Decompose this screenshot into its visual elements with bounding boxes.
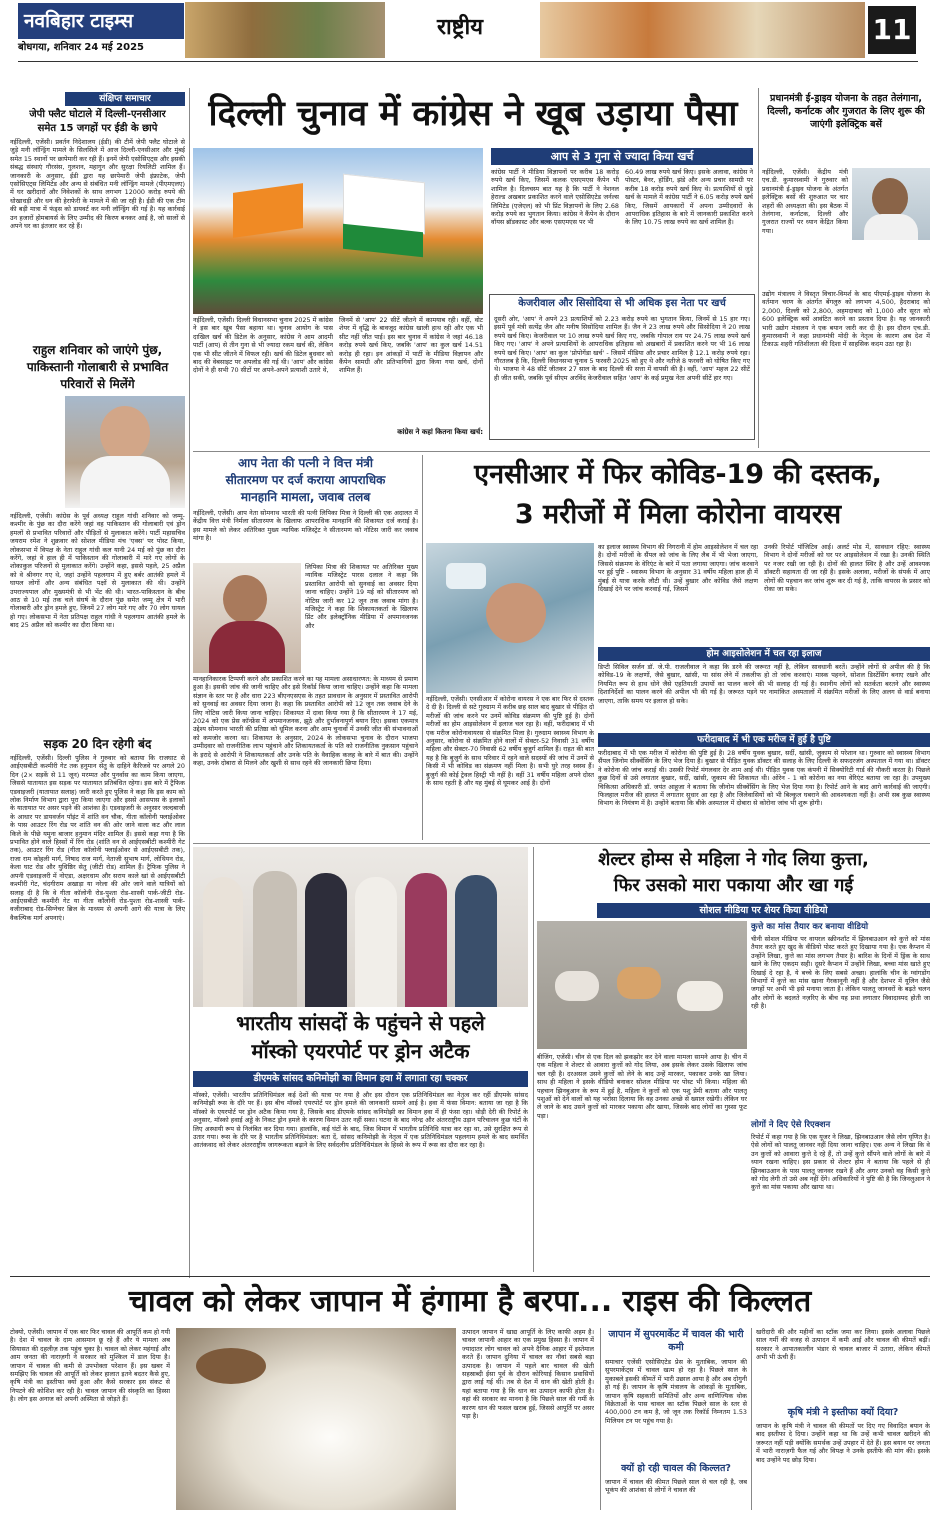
covid-main-text: नईदिल्ली, एजेंसी। एनसीआर में कोरोना वायरस ने एक बार फिर से दस्तक दे दी है। दिल्ली से सटे गुरुग्राम में करीब छह साल बाद बुखार से पीड़ित दो मरीजों की जांच करने पर उनमें कोविड संक्रमण की पुष्टि हुई है। दोनों मरीजों का होम आइसोलेशन में इलाज चल रहा है। वहीं, फरीदाबाद में भी एक मरीज कोरोनावायरस से संक्रमित मिला है। गुरुग्राम स्वास्थ्य विभाग के अनुसार, कोरोना से संक्रमित होने वालों में सेक्टर-52 निवासी 31 वर्षीय महिला और सेक्टर-70 निवासी 62 वर्षीय बुजुर्ग शामिल हैं। राहत की बात यह है कि बुजुर्ग के साथ परिवार में रहने वाले सदस्यों की जांच में उनमें से किसी में भी कोविड का संक्रमण नहीं मिला है। सभी घुरे तरह स्वस्थ हैं। बुजुर्ग की कोई ट्रेवल हिस्ट्री भी नहीं है। वहीं 31 वर्षीय महिला अपने दोस्त के साथ रहती है और यह मुंबई से घूमकर आई है। दोनों bbox=[426, 695, 594, 788]
dog-text-1: चीनी सोशल मीडिया पर वायरल स्क्रीनशॉट में झिनबाउआन को कुत्ते को मांस तैयार करते हुए खुद के वीडियो पोस्ट करते हुए दिखाया गया है। एक कैप्शन में उन्होंने लिखा, कुत्ते का मांस लगभग तैयार है। बारिश के दिनों में ड्रिंक के साथ खाने के लिए एकदम सही। दूसरे कैप्शन में उन्होंने लिखा, बच्चा मांस खाते हुए दिखाई दे रहा है, ये बच्चे के लिए सबसे अच्छा। हालांकि चीन के ग्वांगडोंग विभागों में कुत्ते का मांस खाना गैरकानूनी नहीं है और देशभर में यूलिन जैसे जगहों पर अभी भी इसे मनाया जाता है। लेकिन पालतू जानवरों के बढ़ते चलन और लोगों के बदलते नज़रिए के बीच यह प्रथा लगातार विवादास्पद होती जा रही है। bbox=[751, 935, 930, 1011]
brief-story-1: नईदिल्ली, एजेंसी। प्रवर्तन निदेशालय (ईडी) की टीमें जेपी फ्लैट घोटाले से जुड़े मनी लॉन्ड्रिंग मामले के सिलसिले में आज दिल्ली-एनसीआर और मुंबई समेत 15 स्थानों पर छापेमारी कर रही हैं। इनमें जेपी एसोसिएट्स और इसकी संबद्ध संस्थाएं गौरसंस, गुलशन, महागुन और सुरक्षा रियलिटी शामिल हैं। जानकारी के अनुसार, ईडी द्वारा यह छापेमारी जेपी इंफ्राटेक, जेपी एसोसिएट्स लिमिटेड और अन्य से संबंधित मनी लॉन्ड्रिंग मामले (पीएमएलए) में घर खरीदारों और निवेशकों के साथ लगभग 12000 करोड़ रुपये की धोखाधड़ी और धन की हेराफेरी के मामले में की जा रही है। ईडी की एक टीम की बड़ी मात्रा में फंड्स को डायवर्ट कर मनी लॉन्ड्रिंग की गई है। यह कार्रवाई उन हजारों होमबायर्स के लिए उम्मीद की किरण बनकर आई है, जो सालों से अपने घर का इंतजार कर रहे हैं। bbox=[10, 138, 185, 231]
brief-headline-1a: जेपी फ्लैट घोटाले में दिल्ली-एनसीआर bbox=[29, 109, 166, 120]
defam-text-2: लिपिका मित्रा की शिकायत पर अतिरिक्त मुख्य न्यायिक मजिस्ट्रेट पारस दलाल ने कहा कि प्रस्तावित आरोपी को सुनवाई का अवसर दिया जाना चाहिए। उन्होंने 19 मई को सीतारमण को नोटिस जारी कर 12 जून तक जवाब मांगा है। मजिस्ट्रेट ने कहा कि शिकायतकर्ता के खिलाफ प्रिंट और इलेक्ट्रॉनिक मीडिया में अपमानजनक और bbox=[305, 563, 418, 630]
top-box-text: दूसरी ओर, 'आप' ने अपने 23 प्रत्याशियों को 2.23 करोड़ रुपये का भुगतान किया, जिनमें से 15 हार गए। इसमें पूर्व मंत्री सत्येंद्र जैन और मनीष सिसोदिया शामिल हैं। जैन ने 23 लाख रुपये और सिसोदिया ने 20 लाख रुपये खर्च किए। केजरीवाल पर 10 लाख रुपये खर्च किए गए, जबकि गोपाल राय पर 24.75 लाख रुपये खर्च किए गए। 'आप' ने अपने प्रत्याशियों के आपराधिक इतिहास को अखबारों में प्रकाशित करने पर भी 16 लाख रुपये खर्च किए। 'आप' का कुल 'प्रोपोगेंडा खर्च' - जिसमें मीडिया और प्रचार शामिल है 12.1 करोड़ रुपये रहा। गौरतलब है कि, दिल्ली विधानसभा चुनाव 5 फरवरी 2025 को हुए थे और नतीजे 8 फरवरी को घोषित किए गए थे। भाजपा ने 48 सीटें जीतकर 27 साल के बाद दिल्ली की सत्ता में वापसी की है। वहीं, 'आप' महज 22 सीटें ही जीत सकी, जबकि पूर्व सीएम अरविंद केजरीवाल सहित 'आप' के कई प्रमुख नेता अपनी सीटें हार गए। bbox=[494, 315, 750, 382]
masthead bbox=[0, 0, 945, 62]
dog-story bbox=[537, 847, 930, 1272]
ebus-text-2: उद्योग मंत्रालय ने विस्तृत विचार-विमर्श के बाद पीएमई-ड्राइव योजना के वर्तमान चरण के अंतर्गत बेंगलुरु को लगभग 4,500, हैदराबाद को 2,000, दिल्ली को 2,800, अहमदाबाद को 1,000 और सूरत को 600 इलेक्ट्रिक बसें आवंटित करने का प्रस्ताव दिया है। यह जानकारी भारी उद्योग मंत्रालय ने एक बयान जारी कर दी है। इस दौरान एच.डी. कुमारस्वामी ने कहा प्रधानमंत्री मोदी के नेतृत्व के कारण अब देश में टिकाऊ शहरी गतिशीलता की दिशा में साहसिक कदम उठा रहा है। bbox=[762, 290, 930, 349]
drone-headline-1: भारतीय सांसदों के पहुंचने से पहले bbox=[236, 1011, 485, 1035]
dateline: बोधगया, शनिवार 24 मई 2025 bbox=[18, 42, 145, 53]
covid-col-1: का इलाज स्वास्थ्य विभाग की निगरानी में होम आइसोलेशन में चल रहा है। दोनों मरीजों के सैंपल को जांच के लिए लैब में भी भेजा जाएगा, जिससे संक्रमण के वेरिएंट के बारे में पता लगाया जाएगा। जांच करवाने पर हुई पुष्टि - स्वास्थ्य विभाग के अनुसार 31 वर्षीय महिला हाल ही में मुंबई से यात्रा करके लौटी थी। उन्हें बुखार और कोविड जैसे लक्षण दिखाई देने पर जांच करवाई गई, जिसमें bbox=[598, 543, 758, 594]
top-box bbox=[489, 294, 755, 440]
section-title: राष्ट्रीय bbox=[436, 15, 483, 40]
dog-headline-1: शेल्टर होम्स से महिला ने गोद लिया कुत्ता, bbox=[598, 849, 869, 870]
drone-story bbox=[193, 847, 528, 1267]
dogs-photo bbox=[537, 921, 747, 1049]
rice-box2-text: जापान में चावल की कीमत पिछले साल से चल रही है, जब भूकंप की आशंका से लोगों ने चावल की bbox=[605, 1478, 747, 1495]
rice-col-4: खरीदारी की और महीनों का स्टॉक जमा कर लिया। इसके अलावा पिछले साल गर्मी की वजह से उत्पादन में कमी आई और चावल की कीमतें बढ़ीं। सरकार ने आपातकालीन भंडार से चावल बाजार में उतारा, लेकिन कीमतें अभी भी ऊंची हैं। bbox=[756, 1328, 930, 1362]
brief-headline-2b: पाकिस्तानी गोलाबारी से प्रभावित bbox=[26, 360, 169, 374]
top-col-a: नईदिल्ली, एजेंसी। दिल्ली विधानसभा चुनाव 2025 में कांग्रेस ने इस बार खूब पैसा बहाया था। चुनाव आयोग के पास दाखिल खर्च की डिटेल के अनुसार, कांग्रेस ने आम आदमी पार्टी (आप) से तीन गुना से भी ज्यादा रकम खर्च की, लेकिन एक भी सीट जीतने में विफल रही। खर्च की डिटेल बुधवार को बाद की वेबसाइट पर अपलोड की गई थी। 'आप' और कांग्रेस दोनों ने ही सभी 70 सीटों पर अपने-अपने प्रत्याशी उतारे थे, bbox=[193, 316, 333, 375]
rice-box1-title: जापान में सुपरमार्केट में चावल की भारी कमी bbox=[608, 1329, 744, 1353]
sitharaman-photo bbox=[193, 563, 301, 673]
covid-story bbox=[426, 455, 930, 840]
defam-text-1: नईदिल्ली, एजेंसी। आप नेता सोमनाथ भारती की पत्नी लिपिका मित्रा ने दिल्ली की एक अदालत में केंद्रीय वित्त मंत्री निर्मला सीतारमण के खिलाफ आपराधिक मानहानि की शिकायत दर्ज कराई है। इस मामले को लेकर अतिरिक्त मुख्य न्यायिक मजिस्ट्रेट ने सीतारमण को नोटिस जारी कर जवाब मांगा है। bbox=[193, 509, 418, 543]
rice-col-2: उत्पादन जापान में खाद्य आपूर्ति के लिए काफी अहम है। चावल जापानी आहार का एक प्रमुख हिस्सा है। जापान में ज्यादातर लोग चावल को अपने दैनिक आहार में इस्तेमाल करते हैं। जापान दुनिया में चावल का नौवां सबसे बड़ा उत्पादक है। जापान में पहले बार चावल की खेती सहस्राब्दी ईसा पूर्व के दौरान कोरियाई किसान प्रवासियों द्वारा लाई गई थी। तब से देश में धान की खेती होती है। यहां बताया गया है कि धान का उत्पादन काफी होता है। वहां की सरकार का मानना है कि पिछले साल की गर्मी के कारण धान की फसल खराब हुई, जिससे आपूर्ति पर असर पड़ा है। bbox=[462, 1328, 594, 1421]
covid-col-2: उनकी रिपोर्ट पॉजिटिव आई। अलर्ट मोड में, सावधान रहिए: स्वास्थ्य विभाग ने दोनों मरीजों को घर पर आइसोलेशन में रखा है। उनकी स्थिति पर नजर रखी जा रही है। दोनों की हालत स्थिर है और उन्हें आवश्यक डॉक्टरी सहायता दी जा रही है। इसके अलावा, मरीजों के संपर्क में आए लोगों की पहचान कर जांच शुरू कर दी गई है, ताकि वायरस के प्रसार को रोका जा सके। bbox=[764, 543, 930, 594]
brief-headline-1b: समेत 15 जगहों पर ईडी के छापे bbox=[37, 123, 158, 134]
dog-main-text: बीजिंग, एजेंसी। चीन से एक दिल को झकझोर कर देने वाला मामला सामने आया है। चीन में एक महिला ने शेल्टर से आवारा कुत्तों को गोद लिया, अब इसके लेकर उसके खिलाफ जांच चल रही है। दरअसल उसने कुत्तों को लेने के बाद उन्हें मारकर, पकाकर उनके खा लिया। साथ ही महिला ने इसके वीडियो बनाकर सोशल मीडिया पर पोस्ट भी किया। महिला की पहचान झिनबुआन के रूप में हुई है, महिला ने कुत्तों को एक पशु प्रेमी बताया और पालतू पशुओं को देने वालों को यह भरोसा दिलाया कि वह उनका अच्छे से ख्याल रखेगी। लेकिन घर ले जाने के बाद उसने कुत्तों को मारकर पकाया और खाया, जिसके बाद लोगों का गुस्सा फूट पड़ा। bbox=[537, 1053, 747, 1120]
brief-headline-2c: परिवारों से मिलेंगे bbox=[60, 377, 135, 391]
covid-headline-2: 3 मरीजों में मिला कोरोना वायरस bbox=[514, 499, 842, 530]
paper-name: नवबिहार टाइम्स bbox=[18, 3, 184, 39]
ebus-story bbox=[762, 92, 930, 448]
covid-band-1: होम आइसोलेशन में चल रहा इलाज bbox=[598, 647, 930, 661]
mps-photo bbox=[193, 847, 528, 1007]
drone-headline-2: मॉस्को एयरपोर्ट पर ड्रोन अटैक bbox=[251, 1039, 470, 1063]
top-story bbox=[193, 88, 753, 448]
top-col-c: कांग्रेस पार्टी ने मीडिया विज्ञापनों पर करीब 18 करोड़ रुपये खर्च किए, जिसमें कलक एसएमएस कैंपेन भी शामिल है। दिलचस्प बात यह है कि पार्टी ने नेशनल हेराल्ड अखबार प्रकाशित करने वाले एसोसिएटेड जर्नल्स लिमिटेड (एजेएल) को भी प्रिंट विज्ञापनों के लिए 2.68 करोड़ रुपये का भुगतान किया। कांग्रेस ने कैंपेन के दौरान वॉयस ब्रॉडकास्ट और बल्क एसएमएस पर भी bbox=[491, 168, 619, 227]
dog-text-2: रिपोर्ट में कहा गया है कि एक यूजर ने लिखा, झिनबाउआन जैसे लोग घृणित है। ऐसे लोगों को पालतू जानवर नहीं दिया जाना चाहिए। एक अन्य ने लिखा कि वे उन कुत्तों को आवारा कुत्ते दे रहे हैं, तो उन्हें कुत्ते सौंपने वाले लोगों के बारे में ध्यान रखना चाहिए। इस प्रकार से शेल्टर होम ने बताया कि पहले से ही झिनबाउआन के पास पालतू जानवर रखने हैं और अगर उनको वह किसी कुत्ते को गोद लेगी तो उसे अब नहीं देंगे। अधिकारियों ने पुष्टि की है कि जिनलुआन ने कुत्ते का मांस पकाया और खाया था। bbox=[751, 1133, 930, 1192]
top-box-title: केजरीवाल और सिसोदिया से भी अधिक इस नेता पर खर्च bbox=[518, 298, 726, 309]
ebus-headline: प्रधानमंत्री ई-ड्राइव योजना के तहत तेलंगाना, दिल्ली, कर्नाटक और गुजरात के लिए शुरू की जाएंगी इलेक्ट्रिक बसें bbox=[767, 93, 925, 130]
dog-band: सोशल मीडिया पर शेयर किया वीडियो bbox=[597, 903, 930, 918]
rice-box2-title: क्यों हो रही चावल की किल्लत? bbox=[621, 1463, 731, 1474]
drone-text: मॉस्को, एजेंसी। भारतीय प्रतिनिधिमंडल कई देशों की यात्रा पर गया है और इस दौरान एक प्रतिनिधिमंडल का नेतृत्व कर रहीं डीएमके सांसद कनिमोझी रूस के दौरे पर हैं। इस बीच मॉस्को एयरपोर्ट पर ड्रोन हमले की जानकारी सामने आई है। हवा में फंसा विमान: बताया जा रहा है कि मॉस्को के एयरपोर्ट पर ड्रोन अटैक किया गया है, जिसके बाद डीएमके सांसद कनिमोझी का विमान हवा में ही फंसा रहा। थोड़ी देरी की रिपोर्ट के अनुसार, मॉस्को हवाई अड्डे के निकट ड्रोन हमले के कारण विमान उतर नहीं सका। घटना के बाद नरेन्द्र और अंतरराष्ट्रीय उड़ान परिचालन कुछ घंटों के लिए अस्थायी रूप से निलंबित कर दिया गया। हालांकि, कई घंटों के बाद, जिस विमान में भारतीय प्रतिनिधि यात्रा कर रहा था, उसे सुरक्षित रूप से उतार गया। रूस के दौरे पर है भारतीय प्रतिनिधिमंडल: बता दें, सांसद कनिमोझी के नेतृत्व में एक प्रतिनिधिमंडल पहलगाम हमले के बाद समर्थित आतंकवाद को लेकर अंतरराष्ट्रीय जागरूकता बढ़ाने के लिए सर्वदलीय प्रतिनिधिमंडल के हिस्से के रूप में रूस का दौरा कर रहा है। bbox=[193, 1091, 528, 1150]
covid-test-photo bbox=[426, 543, 594, 693]
dog-headline-2: फिर उसको मारा पकाया और खा गई bbox=[613, 875, 854, 896]
ebus-text-1: नईदिल्ली, एजेंसी। केंद्रीय मंत्री एच.डी. कुमारस्वामी ने गुरुवार को प्रधानमंत्री ई-ड्राइव योजना के अंतर्गत इलेक्ट्रिक बसों की शुरुआत पर चार शहरों की अध्यक्षता की। इस बैठक में तेलंगाना, कर्नाटक, दिल्ली और गुजरात राज्यों पर ध्यान केंद्रित किया गया। bbox=[762, 168, 848, 235]
defam-text-3: मानहानिकारक टिप्पणी करने और प्रकाशित करने का यह मामला असाधारणत: के माध्यम से प्रमाण हुआ है। इसकी जांच की जानी चाहिए और इसे रिकॉर्ड किया जाना चाहिए। उन्होंने कहा कि मामला संज्ञान के स्तर पर है और धारा 223 बीएनएसएस के तहत प्रावधान के अनुसार में प्रस्तावित आरोपी को सुनवाई का अवसर दिया जाना है। कहा कि प्रस्तावित आरोपी को 12 जून तक जवाब देने के लिए नोटिस जारी किया जाना चाहिए। शिकायत में दावा किया गया है कि सीतारमण ने 17 मई, 2024 को एक प्रेस कॉन्फ्रेंस में अपमानजनक, झूठे और दुर्भावनापूर्ण बयान दिए। इसका एकमात्र उद्देश्य सोमनाथ भारती की प्रतिष्ठा को धूमिल करना और आम चुनावों में उनकी जीत की संभावनाओं को कमजोर करना था। शिकायत के अनुसार, 2024 के लोकसभा चुनाव के दौरान भाजपा उम्मीदवार को राजनीतिक लाभ पहुंचाने और शिकायतकर्ता के पति को राजनीतिक नुकसान पहुंचाने के इरादे से आरोपी ने शिकायतकर्ता और उनके पति के वैवाहिक कलह के बारे में बात की। उन्होंने कहा, उनके दोबारा से मिलने और खुशी से साथ रहने की जानकारी छिपा दिया। bbox=[193, 675, 418, 768]
rice-col-1: टोक्यो, एजेंसी। जापान में एक बार फिर चावल की आपूर्ति कम हो गयी है। देश में चावल के दाम आसमान छू रहे हैं और ये मामला अब सियासत की दहलीज़ तक पहुंच चुका है। चावल को लेकर महंगाई और आम जनता की नाराज़गी ने सरकार को मुश्किल में डाल दिया है। जापान में चावल की कमी से उपभोक्ता परेशान हैं। इस खबर में समझिए कि चावल की आपूर्ति को लेकर हालात इतने बदतर कैसे हुए, कृषि मंत्री का इस्तीफा क्यों हुआ और कैसे सरकार इस संकट से निपटने की कोशिश कर रही है। चावल जापान की संस्कृति का हिस्सा है। लोग इस अनाज को अपनी अस्मिता से जोड़ते हैं। bbox=[10, 1328, 170, 1404]
rice-col-4-text: जापान के कृषि मंत्री ने चावल की कीमतों पर दिए गए विवादित बयान के बाद इस्तीफा दे दिया। उन्होंने कहा था कि उन्हें कभी चावल खरीदने की जरूरत नहीं पड़ी क्योंकि समर्थक उन्हें उपहार में देते हैं। इस बयान पर जनता में भारी नाराज़गी फैल गई और विपक्ष ने उनके इस्तीफे की मांग की। इसके बाद उन्होंने पद छोड़ दिया। bbox=[756, 1422, 930, 1464]
top-col-b-sub: कांग्रेस ने कहां कितना किया खर्च: bbox=[397, 428, 483, 436]
covid-faridabad-text: फरीदाबाद में भी एक मरीज में कोरोना की पुष्टि हुई है। 28 वर्षीय युवक बुखार, सर्दी, खांसी, जुकाम से परेशान था। गुरुवार को स्वास्थ्य विभाग सैंपल जिनोम सीक्वेंसिंग के लिए भेज दिया है। बुखार से पीड़ित युवक डॉक्टर की सलाह के लिए दिल्ली के सफदरजंग अस्पताल में गया था। डॉक्टर ने कोरोना की जांच कराई थी। उसकी रिपोर्ट मंगलवार देर शाम आई थी। पीड़ित युवक एक कंपनी में सिक्योरिटी गार्ड की नौकरी करता है। पिछले कुछ दिनों से उसे लगातार बुखार, सर्दी, खांसी, जुकाम की शिकायत थी। ओरेन - 1 को कोरोना का नया वेरिएंट बताया जा रहा है। उपमुख्य चिकित्सा अधिकारी डॉ. जयंत आहूजा ने बताया कि जीनोम सीक्वेंसिंग के लिए भेज दिया गया है। रिपोर्ट आने के बाद आगे कार्रवाई की जाएगी। फिलहाल मरीज की हालत में लगातार सुधार आ रहा है और जिलेवासियों को भी बिल्कुल घबराने की आवश्यकता नहीं है। अभी सब कुछ स्वास्थ्य विभाग के नियंत्रण में है। उन्होंने बताया कि बीके अस्पताल में दोबारा से कोरोना जांच भी शुरू होगी। bbox=[598, 749, 930, 808]
rice-story bbox=[10, 1280, 930, 1512]
rice-box1-text: समाचार एजेंसी एसोसिएटेड प्रेस के मुताबिक, जापान की सुपरमार्केट्स में चावल खत्म हो रहा है। पिछले साल के मुकाबले इसकी कीमतें में भारी उछाल आया है और अब दोगुनी हो गई हैं। जापान के कृषि मंत्रालय के आंकड़ों के मुताबिक, जापान कृषि सहकारी समितियों और अन्य वाणिज्यिक थोक विक्रेताओं के पास चावल का स्टॉक पिछले साल के स्तर से 400,000 टन कम है, जो जून तक रिकॉर्ड निम्नतम 1.53 मिलियन टन पर पहुंच गया है। bbox=[605, 1358, 747, 1425]
rice-box bbox=[600, 1328, 752, 1510]
masthead-decoration-right bbox=[540, 2, 865, 58]
rice-sub: कृषि मंत्री ने इस्तीफा क्यों दिया? bbox=[787, 1407, 899, 1418]
top-band: आप से 3 गुना से ज्यादा किया खर्च bbox=[491, 148, 753, 165]
top-col-b: जिनमें से 'आप' 22 सीटें जीतने में कामयाब रही। वहीं, वोट शेयर में वृद्धि के बावजूद कांग्रेस खाली हाथ रही और एक भी सीट नहीं जीत पाई। इस बार चुनाव में कांग्रेस ने जहां 46.18 करोड़ रुपये खर्च किए, जबकि 'आप' का कुल खर्च 14.51 करोड़ ही रहा। इन आंकड़ों में पार्टी के मीडिया विज्ञापन और कैंपेन सामग्री और प्रतिभागियों द्वारा किया गया खर्च, दोनों शामिल हैं। bbox=[339, 316, 483, 375]
top-col-d: 60.49 लाख रुपये खर्च किए। इसके अलावा, कांग्रेस ने पोस्टर, बैनर, होर्डिंग, झंडे और अन्य प्रचार सामग्री पर करीब 18 करोड़ रुपये खर्च किए थे। प्रत्याशियों से जुड़े खर्च के मामले में कांग्रेस पार्टी ने 6.05 करोड़ रुपये खर्च किए, जिसमें आयकारों में अपना उम्मीदवारों के आपराधिक इतिहास के बारे में जानकारी प्रकाशित करने के लिए 10.75 लाख रुपये का खर्च शामिल है। bbox=[625, 168, 753, 227]
masthead-decoration bbox=[185, 2, 385, 58]
brief-headline-2a: राहुल शनिवार को जाएंगे पुंछ, bbox=[32, 343, 163, 357]
minister-photo bbox=[852, 168, 930, 240]
rice-headline: चावल को लेकर जापान में हंगामा है बरपा... राइस की किल्लत bbox=[128, 1284, 812, 1319]
brief-headline-3: सड़क 20 दिन रहेगी बंद bbox=[43, 737, 152, 751]
congress-photo bbox=[193, 148, 483, 314]
rice-photo bbox=[176, 1328, 456, 1510]
brief-story-3: नईदिल्ली, एजेंसी। दिल्ली पुलिस ने गुरुवार को बताया कि राजघाट से आईएसबीटी कश्मीरी गेट तक हनुमान सेतु के दाहिने कैरिजवे पर अगले 20 दिन (2× सड़कें से 11 जून) मरम्मत और पुनर्वास का काम किया जाएगा, जिससे यातायात इस सड़क पर यातायात प्रतिबंधित रहेगा। इस बारे में ट्रैफिक एडवाइजरी (यातायात सलाह) जारी करते हुए पुलिस ने कहा कि इस काम को लोक निर्माण विभाग द्वारा पूरा किया जाएगा और इससे आसपास के इलाकों के यातायात पर असर पड़ने की आशंका है। एडवाइजरी के अनुसार जल्दबाजी के आधार पर डायवर्जन पॉइंट में शांति वन चौक, गीता कॉलोनी फ्लाईओवर के पास आउटर रिंग रोड पर शांति वन की ओर जाने वाला कट और लाल किले के पीछे यमुना बाजार हनुमान मंदिर शामिल हैं। इससे कहा गया है कि प्रभावित होने वाले हिस्सों में रिंग रोड (शांति वन से आईएसबीटी कश्मीरी गेट तक), आउटर रिंग रोड (गीता कॉलोनी फ्लाईओवर से आईएसबीटी तक), राजा राम कोहली मार्ग, निषाद राज मार्ग, नेताजी सुभाष मार्ग, लोथियन रोड, केला घाट रोड और युधिष्ठिर सेतु (जीटी रोड) शामिल हैं। ट्रैफिक पुलिस ने अपनी एडवाइजरी में नोएडा, अक्षरधाम और सराय काले खां से आईएसबीटी कश्मीरी गेट, चंदगीराम अखाड़ा या नरेला की ओर जाने वाले यात्रियों को सलाह दी है कि वे गीता कॉलोनी रोड-पुश्ता रोड-शास्त्री पार्क-जीटी रोड-आईएसबीटी कश्मीरी गेट या गीता कॉलोनी रोड-पुश्ता रोड-शास्त्री पार्क-वजीराबाद रोड-सिग्नेचर ब्रिज के माध्यम से अपनी आगे की यात्रा के लिए वैकल्पिक मार्ग अपनाएं। bbox=[10, 754, 185, 922]
dog-sub-2: लोगों ने दिए ऐसे रिएक्शन bbox=[751, 1120, 831, 1130]
covid-headline-1: एनसीआर में फिर कोविड-19 की दस्तक, bbox=[474, 459, 882, 490]
defam-head-2: सीतारमण पर दर्ज कराया आपराधिक bbox=[225, 473, 386, 487]
covid-band-2: फरीदाबाद में भी एक मरीज में हुई है पुष्टि bbox=[598, 733, 930, 747]
brief-story-2: नईदिल्ली, एजेंसी। कांग्रेस के पूर्व अध्यक्ष राहुल गांधी शनिवार को जम्मू-कश्मीर के पुंछ का दौरा करेंगे जहां वह पाकिस्तान की गोलाबारी एवं ड्रोन हमलों से प्रभावित परिवारों और पीड़ितों से मुलाकात करेंगे। पार्टी महासचिव जयराम रमेश ने शुक्रवार को सोशल मीडिया मंच 'एक्स' पर पोस्ट किया, लोकसभा में विपक्ष के नेता राहुल गांधी कल यानी 24 मई को पुंछ का दौरा करेंगे, जहां वे हाल ही में पाकिस्तान की गोलाबारी में मारे गए लोगों के शोकाकुल परिजनों से मुलाकात करेंगे। उन्होंने कहा, इससे पहले, 25 अप्रैल को वे श्रीनगर गए थे, जहां उन्होंने पहलगाम में हुए बर्बर आतंकी हमले में घायल लोगों और अन्य संबंधित पक्षों से मुलाकात की थी। उन्होंने उपराज्यपाल और मुख्यमंत्री से भी भेंट की थी। भारत-पाकिस्तान के बीच आठ से 10 मई तक चले संघर्ष के दौरान पुंछ समेत जम्मू क्षेत्र में भारी गोलाबारी और ड्रोन हमले हुए, जिनमें 27 लोग मारे गए और 70 लोग घायल हो गए। लोकसभा में नेता प्रतिपक्ष राहुल गांधी ने पहलगाम आतंकी हमले के बाद 25 अप्रैल को कश्मीर का दौरा किया था। bbox=[10, 512, 185, 630]
page-number: 11 bbox=[868, 6, 916, 54]
defam-head-1: आप नेता की पत्नी ने वित्त मंत्री bbox=[238, 456, 373, 470]
drone-band: डीएमके सांसद कनिमोझी का विमान हवा में लगाता रहा चक्कर bbox=[193, 1071, 528, 1087]
covid-home-text: डिप्टी सिविल सर्जन डॉ. जे.पी. राजलीवाल ने कहा कि डरने की जरूरत नहीं है, लेकिन सावधानी बरतें। उन्होंने लोगों से अपील की है कि कोविड-19 के लक्षणों, जैसे बुखार, खांसी, या सांस लेने में तकलीफ हो तो जांच करवाएं। मास्क पहनने, सोशल डिस्टेंसिंग बनाए रखने और नियमित रूप से हाथ धोने जैसे एहतियाती उपायों का पालन करने की भी सलाह दी गई है। स्थानीय लोगों को सतर्कता बरतने और स्वास्थ्य दिशानिर्देशों का पालन करने की अपील भी की गई है। जरूरत पड़ने पर नामांकित अस्पतालों में संक्रमित मरीजों के लिए अलग से वार्ड बनाया जाएगा, ताकि समय पर इलाज हो सके। bbox=[598, 663, 930, 705]
rahul-photo bbox=[65, 396, 185, 508]
brief-column bbox=[10, 92, 185, 1272]
defam-head-3: मानहानि मामला, जवाब तलब bbox=[240, 490, 371, 504]
brief-band: संक्षिप्त समाचार bbox=[65, 92, 185, 106]
top-headline: दिल्ली चुनाव में कांग्रेस ने खूब उड़ाया पैसा bbox=[208, 94, 738, 134]
defamation-story bbox=[193, 455, 418, 840]
dog-sub-1: कुत्ते का मांस तैयार कर बनाया वीडियो bbox=[751, 922, 869, 932]
